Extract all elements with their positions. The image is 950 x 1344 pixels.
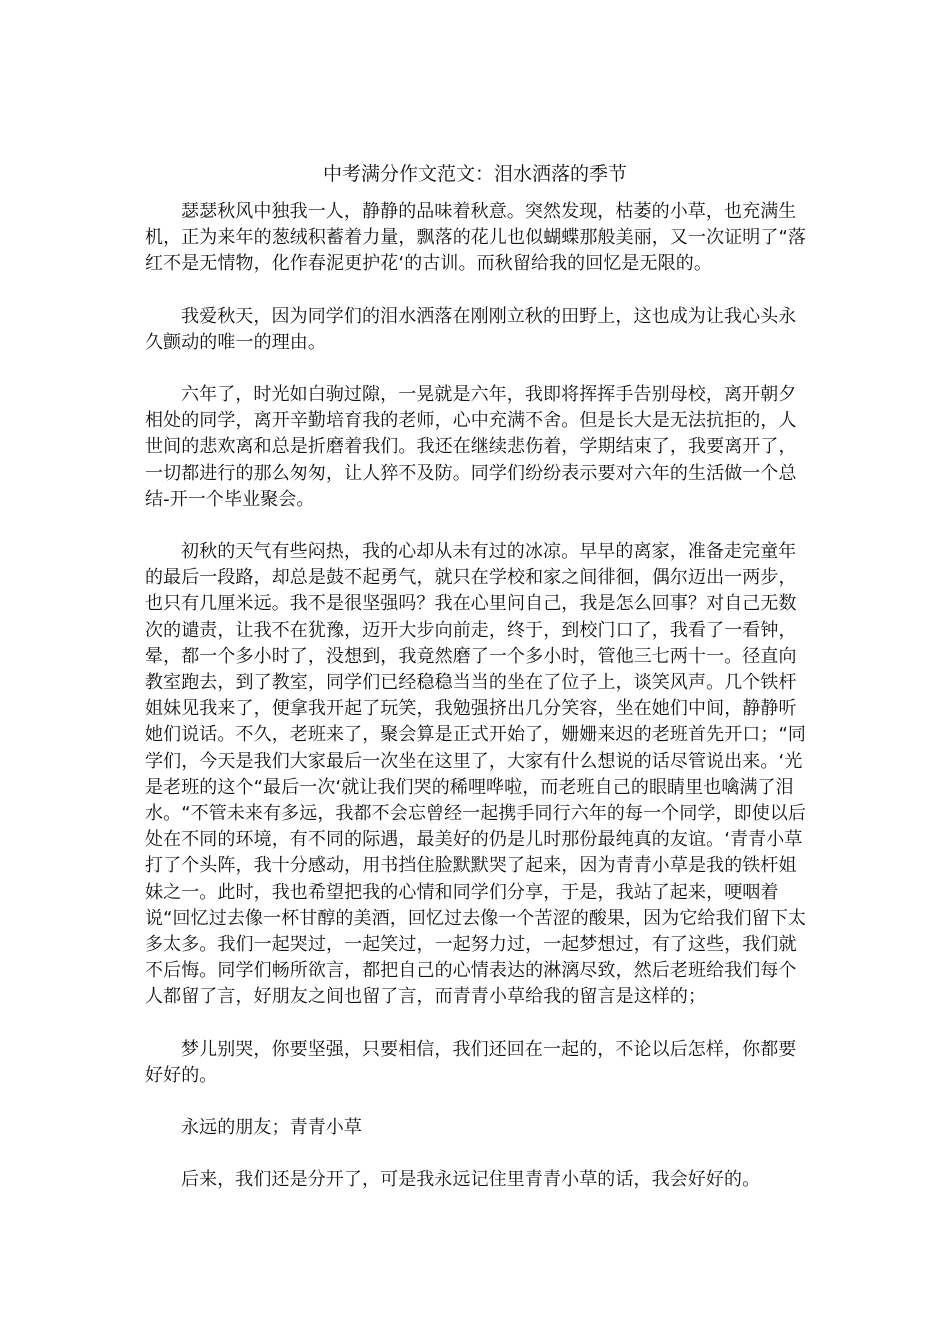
paragraph-2: 我爱秋天，因为同学们的泪水洒落在刚刚立秋的田野上，这也成为让我心头永久颤动的唯一的理由。: [145, 305, 797, 353]
document-title: 中考满分作文范文：泪水洒落的季节: [322, 163, 627, 185]
document-body: [145, 199, 811, 1194]
paragraph-4: 初秋的天气有些闷热，我的心却从未有过的冰凉。早早的离家，准备走完童年的最后一段路，却总是鼓不起勇气，就只在学校和家之间徘徊，偶尔迈出一两步，也只有几厘米远。我不是很坚强吗？我在心里问自己，我是怎么回事？对自己无数次的谴责，让我不在犹豫，迈开大步向前走，终于，到校门口了，我看了一看钟，晕，都一个多小时了，没想到，我竟然磨了一个多小时，管他三七两十一。径直向教室跑去，到了教室，同学们已经稳稳当当的坐在了位子上，谈笑风声。几个铁杆姐妹见我来了，便拿我开起了玩笑，我勉强挤出几分笑容，坐在她们中间，静静听她们说话。不久，老班来了，聚会算是正式开始了，姗姗来迟的老班首先开口；“同学们，今天是我们大家最后一次坐在这里了，大家有什么想说的话尽管说出来。‘光是老班的这个“最后一次‘就让我们哭的稀哩哗啦，而老班自己的眼睛里也噙满了泪水。“不管未来有多远，我都不会忘曾经一起携手同行六年的每一个同学，即使以后处在不同的环境，有不同的际遇，最美好的仍是儿时那份最纯真的友谊。‘青青小草打了个头阵，我十分感动，用书挡住脸默默哭了起来，因为青青小草是我的铁杆姐妹之一。此时，我也希望把我的心情和同学们分享，于是，我站了起来，哽咽着说“回忆过去像一杯甘醇的美酒，回忆过去像一个苦涩的酸果，因为它给我们留下太多太多。我们一起哭过，一起笑过，一起努力过，一起梦想过，有了这些，我们就不后悔。同学们畅所欲言，都把自己的心情表达的淋漓尽致，然后老班给我们每个人都留了言，好朋友之间也留了言，而青青小草给我的留言是这样的；: [145, 541, 807, 1008]
paragraph-6: 永远的朋友；青青小草: [181, 1117, 362, 1139]
paragraph-5: 梦儿别哭，你要坚强，只要相信，我们还回在一起的，不论以后怎样，你都要好好的。: [145, 1038, 797, 1086]
paragraph-3: 六年了，时光如白驹过隙，一晃就是六年，我即将挥挥手告别母校，离开朝夕相处的同学，离开辛勤培育我的老师，心中充满不舍。但是长大是无法抗拒的，人世间的悲欢离和总是折磨着我们。我还在继续悲伤着，学期结束了，我要离开了，一切都进行的那么匆匆，让人猝不及防。同学们纷纷表示要对六年的生活做一个总结-开一个毕业聚会。: [145, 384, 797, 510]
paragraph-1: 瑟瑟秋风中独我一人，静静的品味着秋意。突然发现，枯萎的小草，也充满生机，正为来年的葱绒积蓄着力量，飘落的花儿也似蝴蝶那般美丽，又一次证明了“落红不是无情物，化作春泥更护花‘的古训。而秋留给我的回忆是无限的。: [145, 201, 807, 275]
paragraph-7: 后来，我们还是分开了，可是我永远记住里青青小草的话，我会好好的。: [181, 1169, 761, 1191]
